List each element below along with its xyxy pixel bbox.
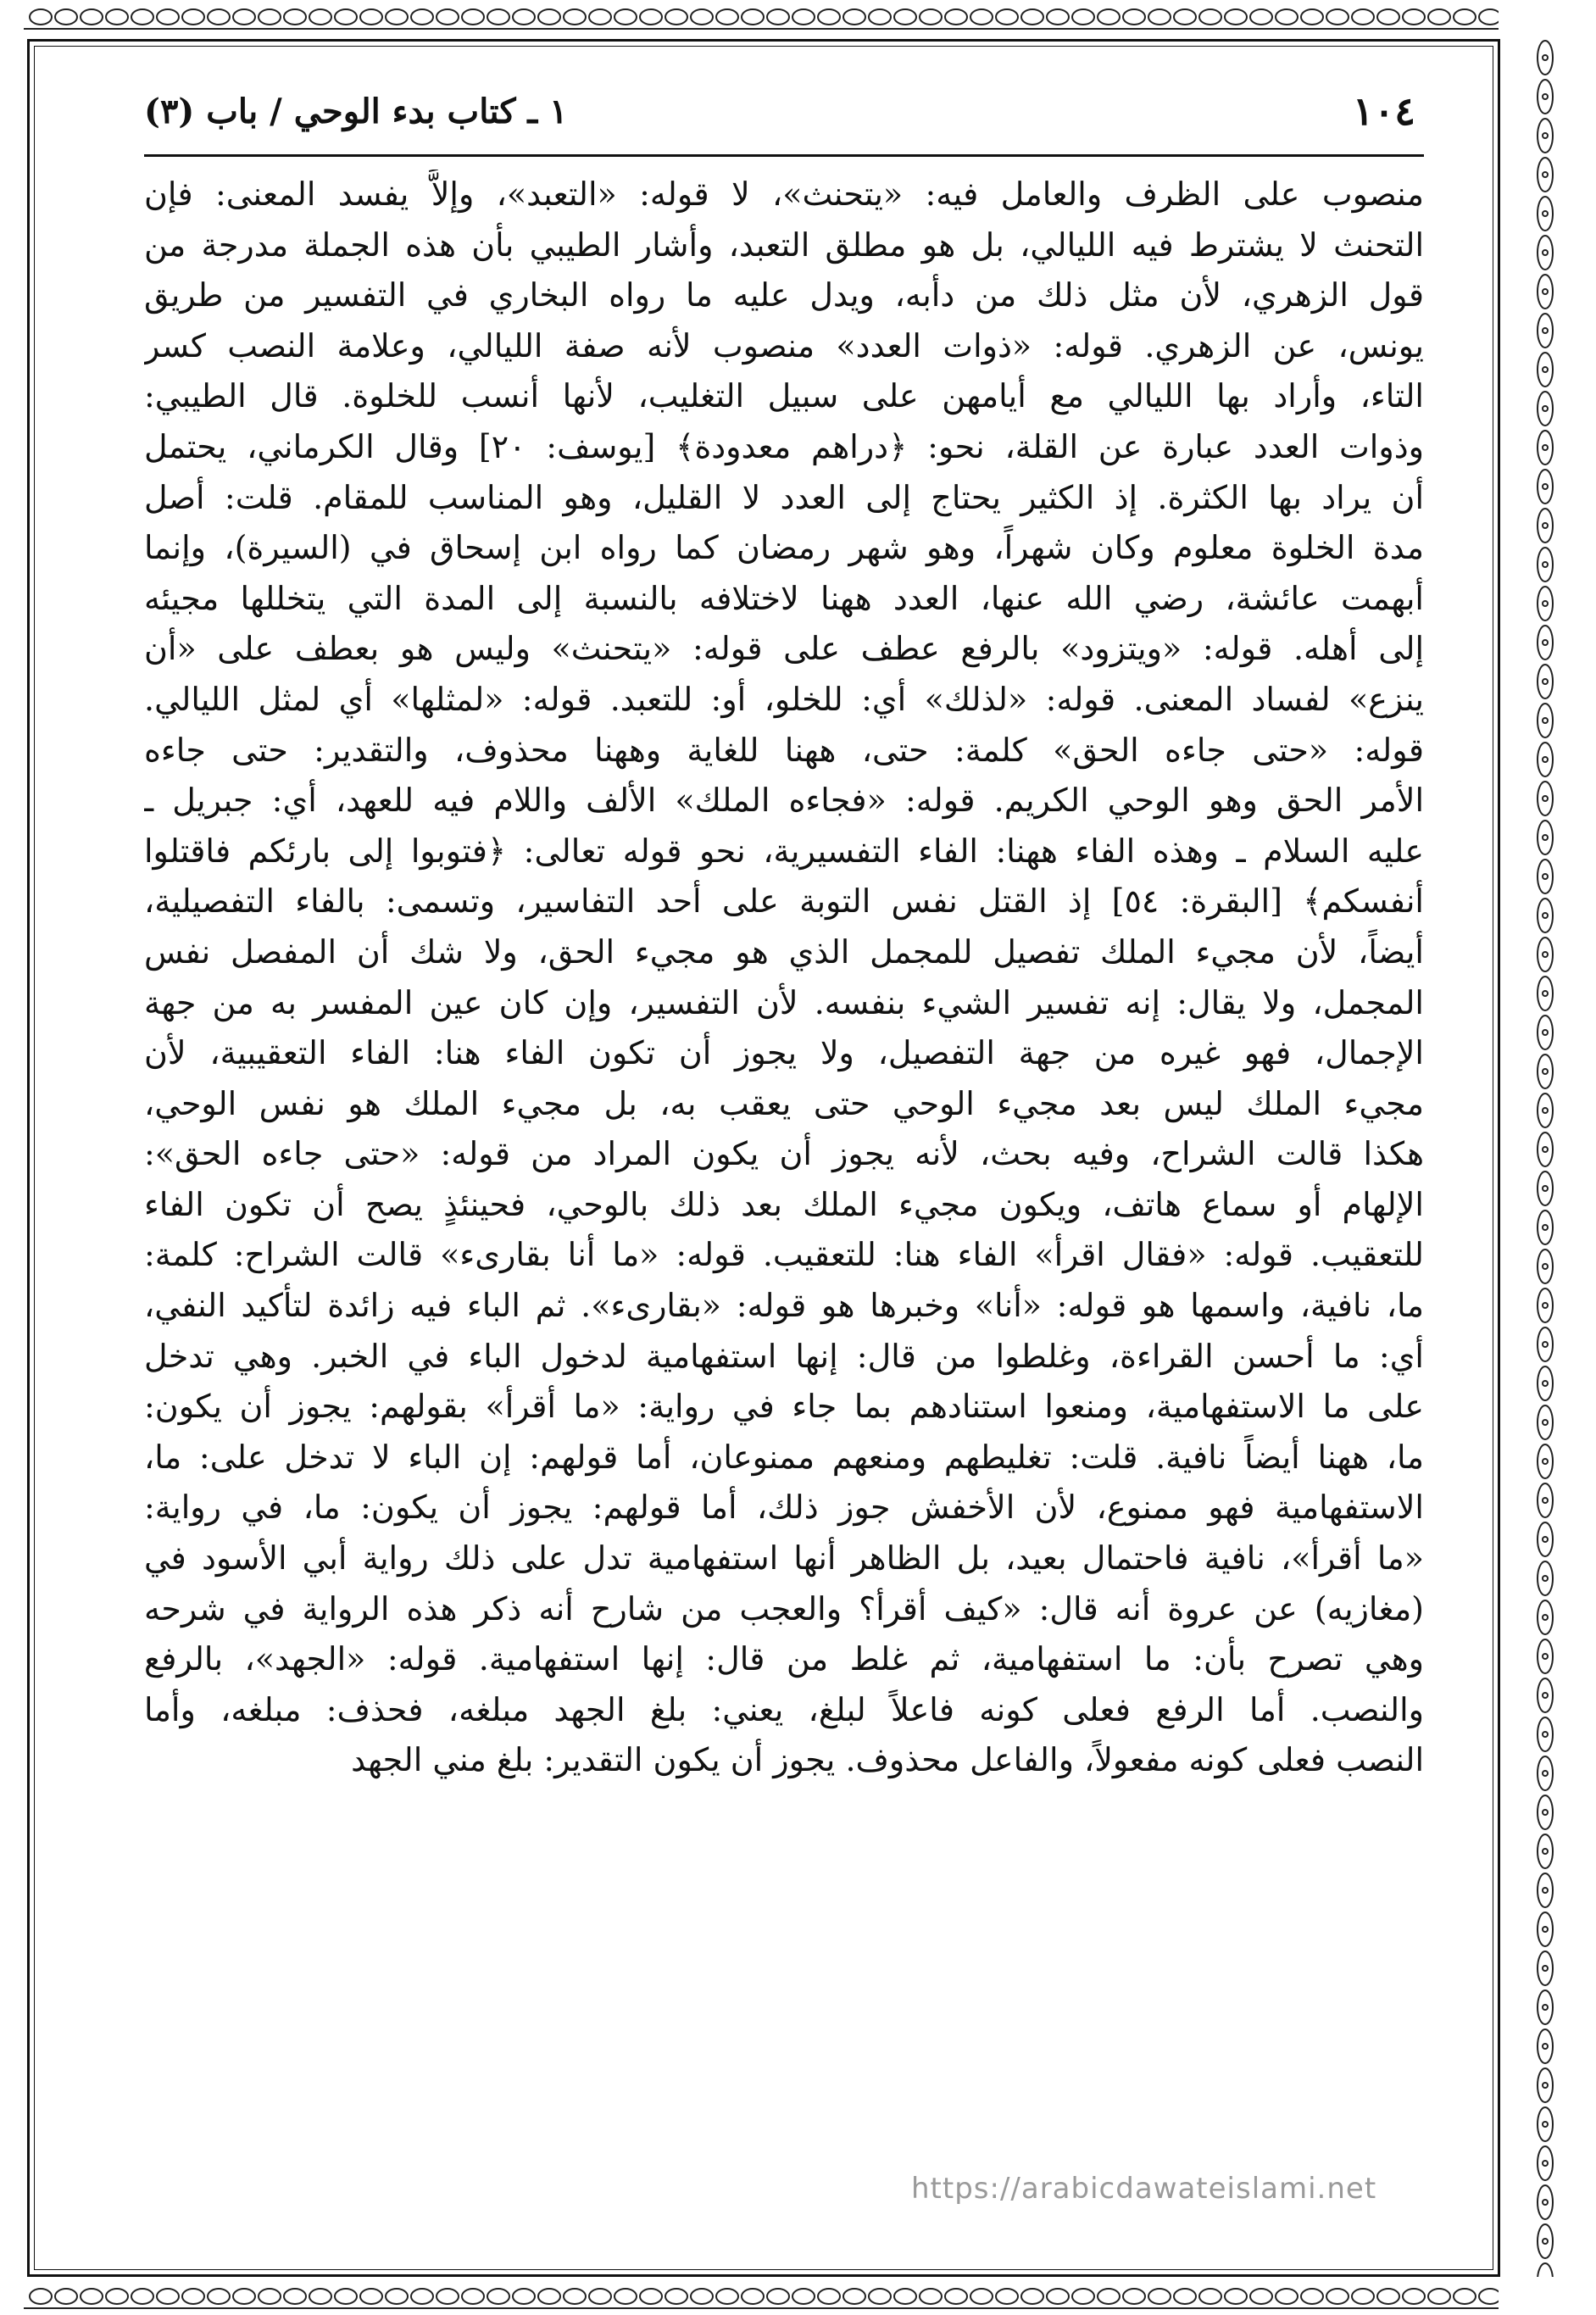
border-loop xyxy=(106,9,128,25)
border-loop xyxy=(462,2289,484,2304)
text-line: والنصب. أما الرفع فعلى كونه فاعلاً لبلغ، يعني: بلغ الجهد مبلغه، فحذف: مبلغه، وأما xyxy=(144,1690,1424,1728)
border-loop xyxy=(1276,9,1298,25)
border-dot xyxy=(1543,952,1548,957)
border-loop xyxy=(1403,2289,1425,2304)
border-loop xyxy=(691,9,713,25)
border-dot xyxy=(1543,835,1548,840)
border-loop xyxy=(1538,899,1553,932)
text-line: الإجمال، فهو غيره من جهة التفصيل، ولا يجوز أن تكون الفاء هنا: الفاء التعقيبية، لأن xyxy=(144,1034,1424,1072)
border-loop xyxy=(1148,9,1171,25)
border-loop xyxy=(1538,236,1553,270)
text-line: قول الزهري، لأن مثل ذلك من دأبه، ويدل عليه ما رواه البخاري في التفسير من طريق xyxy=(144,276,1424,314)
border-dot xyxy=(1543,1927,1548,1932)
border-dot xyxy=(1543,1810,1548,1815)
border-dot xyxy=(1543,523,1548,528)
border-loop xyxy=(462,9,484,25)
border-loop xyxy=(1148,2289,1171,2304)
border-dot xyxy=(1543,1498,1548,1503)
border-dot xyxy=(1543,2083,1548,2088)
border-loop xyxy=(792,2289,815,2304)
text-line: ما، ههنا أيضاً نافية. قلت: تغليطهم ومنعهم ممنوعان، أما قولهم: إن الباء لا تدخل على: ما، xyxy=(144,1438,1424,1476)
border-loop xyxy=(767,2289,789,2304)
text-line: على ما الاستفهامية، ومنعوا استنادهم بما جاء في رواية: «ما أقرأ» بقولهم: يجوز أن يكون: xyxy=(144,1388,1424,1426)
text-line: وذوات العدد عبارة عن القلة، نحو: ﴿دراهم معدودة﴾ [يوسف: ٢٠] وقال الكرماني، يحتمل xyxy=(144,427,1424,465)
border-loop xyxy=(1538,119,1553,153)
border-loop xyxy=(920,2289,942,2304)
border-loop xyxy=(1538,1210,1553,1244)
text-line: الأمر الحق وهو الوحي الكريم. قوله: «فجاءه الملك» الألف واللام فيه للعهد، أي: جبريل ـ xyxy=(144,782,1424,820)
border-loop xyxy=(665,9,687,25)
border-loop xyxy=(259,9,281,25)
border-loop xyxy=(920,9,942,25)
border-loop xyxy=(1301,2289,1323,2304)
border-loop xyxy=(1538,548,1553,582)
border-loop xyxy=(1538,353,1553,387)
page-header xyxy=(144,88,1415,147)
text-line: النصب فعلى كونه مفعولاً، والفاعل محذوف. يجوز أن يكون التقدير: بلغ مني الجهد xyxy=(351,1741,1424,1779)
border-dot xyxy=(1543,1537,1548,1542)
border-loop xyxy=(1538,1561,1553,1595)
border-dot xyxy=(1543,1186,1548,1191)
border-dot xyxy=(1543,133,1548,138)
border-loop xyxy=(1538,1016,1553,1049)
border-dot xyxy=(1543,796,1548,801)
border-loop xyxy=(1538,1912,1553,1946)
text-line: للتعقيب. قوله: «فقال اقرأ» الفاء هنا: للتعقيب. قوله: «ما أنا بقارىء» قالت الشراح: كلمة: xyxy=(144,1236,1424,1274)
border-loop xyxy=(1538,743,1553,776)
border-dot xyxy=(1543,1849,1548,1854)
border-loop xyxy=(1538,1094,1553,1127)
border-loop xyxy=(513,2289,535,2304)
border-dot xyxy=(1543,1576,1548,1581)
border-loop xyxy=(564,2289,586,2304)
border-dot xyxy=(1543,2200,1548,2205)
border-loop xyxy=(1538,977,1553,1010)
border-loop xyxy=(1538,860,1553,893)
border-loop xyxy=(1538,1834,1553,1868)
border-dot xyxy=(1543,718,1548,723)
border-loop xyxy=(1538,158,1553,192)
decorative-border-top xyxy=(24,0,1499,37)
border-loop xyxy=(1047,2289,1069,2304)
border-dot xyxy=(1543,1303,1548,1308)
border-loop xyxy=(589,9,611,25)
border-loop xyxy=(284,2289,306,2304)
border-loop xyxy=(894,9,916,25)
text-line: ينزع» لفساد المعنى. قوله: «لذلك» أي: للخلو، أو: للتعبد. قوله: «لمثلها» أي لمثل الليالي. xyxy=(144,680,1424,718)
border-loop xyxy=(437,9,459,25)
border-loop xyxy=(208,2289,230,2304)
border-dot xyxy=(1543,406,1548,411)
border-loop xyxy=(1479,9,1499,25)
border-loop xyxy=(818,2289,840,2304)
border-dot xyxy=(1543,328,1548,333)
border-loop xyxy=(1276,2289,1298,2304)
border-dot xyxy=(1543,1108,1548,1113)
border-loop xyxy=(55,2289,77,2304)
border-dot xyxy=(1543,1888,1548,1893)
border-loop xyxy=(792,9,815,25)
border-loop xyxy=(1538,1873,1553,1907)
page-number: ١٠٤ xyxy=(1352,88,1415,134)
watermark-url: https://arabicdawateislami.net xyxy=(911,2172,1377,2206)
border-dot xyxy=(1543,640,1548,645)
border-loop xyxy=(869,2289,891,2304)
border-loop xyxy=(1538,509,1553,543)
border-dot xyxy=(1543,289,1548,294)
border-loop xyxy=(716,9,738,25)
text-line: إلى أهله. قوله: «ويتزود» بالرفع عطف على قوله: «يتحنث» وليس هو بعطف على «أن xyxy=(144,630,1424,668)
border-loop xyxy=(1538,1522,1553,1556)
text-line: أن يراد بها الكثرة. إذ الكثير يحتاج إلى العدد لا القليل، وهو المناسب للمقام. قلت: أصل xyxy=(144,478,1424,516)
border-loop xyxy=(1538,1483,1553,1517)
border-loop xyxy=(1538,1366,1553,1400)
border-dot xyxy=(1543,1771,1548,1776)
text-line: قوله: «حتى جاءه الحق» كلمة: حتى، ههنا للغاية وههنا محذوف، والتقدير: حتى جاءه xyxy=(144,731,1424,769)
border-loop xyxy=(1538,2263,1553,2277)
border-loop xyxy=(284,9,306,25)
text-line: الإلهام أو سماع هاتف، ويكون مجيء الملك بعد ذلك بالوحي، فحينئذٍ يصح أن تكون الفاء xyxy=(144,1185,1424,1223)
border-loop xyxy=(131,9,153,25)
border-loop xyxy=(996,2289,1018,2304)
border-loop xyxy=(1538,1405,1553,1439)
border-loop xyxy=(767,9,789,25)
border-loop xyxy=(665,2289,687,2304)
border-loop xyxy=(1428,2289,1450,2304)
border-loop xyxy=(1538,2107,1553,2141)
border-dot xyxy=(1543,2239,1548,2244)
border-loop xyxy=(1454,9,1476,25)
border-dot xyxy=(1543,1069,1548,1074)
border-loop xyxy=(1538,587,1553,620)
border-loop xyxy=(1538,704,1553,737)
border-loop xyxy=(1123,2289,1145,2304)
border-loop xyxy=(182,9,204,25)
border-dot xyxy=(1543,1381,1548,1386)
border-loop xyxy=(30,9,52,25)
border-dot xyxy=(1543,1693,1548,1698)
border-loop xyxy=(487,9,509,25)
border-loop xyxy=(1538,665,1553,698)
border-loop xyxy=(1538,1249,1553,1283)
border-dot xyxy=(1543,2122,1548,2127)
border-loop xyxy=(1538,938,1553,971)
border-loop xyxy=(233,9,255,25)
border-dot xyxy=(1543,1420,1548,1425)
border-loop xyxy=(614,9,637,25)
border-loop xyxy=(157,9,179,25)
border-loop xyxy=(818,9,840,25)
text-line: عليه السلام ـ وهذه الفاء ههنا: الفاء التفسيرية، نحو قوله تعالى: ﴿فتوبوا إلى بارئكم فاقتلوا xyxy=(144,832,1424,870)
border-loop xyxy=(1538,1132,1553,1166)
border-loop xyxy=(894,2289,916,2304)
border-loop xyxy=(996,9,1018,25)
border-dot xyxy=(1543,1264,1548,1269)
text-line: أنفسكم﴾ [البقرة: ٥٤] إذ القتل نفس التوبة على أحد التفاسير، وتسمى: بالفاء التفصيلية، xyxy=(144,882,1424,921)
border-loop xyxy=(1538,431,1553,465)
border-loop xyxy=(1538,1990,1553,2024)
border-loop xyxy=(411,9,433,25)
border-loop xyxy=(1538,275,1553,309)
border-loop xyxy=(1352,9,1374,25)
text-line: هكذا قالت الشراح، وفيه بحث، لأنه يجوز أن يكون المراد من قوله: «حتى جاءه الحق»: xyxy=(144,1135,1424,1173)
border-loop xyxy=(411,2289,433,2304)
border-loop xyxy=(970,2289,993,2304)
border-loop xyxy=(538,2289,560,2304)
border-dot xyxy=(1543,757,1548,762)
text-line: منصوب على الظرف والعامل فيه: «يتحنث»، لا قوله: «التعبد»، وإلاَّ يفسد المعنى: فإن xyxy=(144,175,1424,213)
border-loop xyxy=(1538,1600,1553,1634)
border-loop xyxy=(1538,782,1553,815)
border-loop xyxy=(1538,1288,1553,1322)
border-loop xyxy=(513,9,535,25)
text-line: أبهمت عائشة، رضي الله عنها، العدد ههنا لاختلافه بالنسبة إلى المدة التي يتخللها مجيئه xyxy=(144,579,1424,617)
border-loop xyxy=(131,2289,153,2304)
border-loop xyxy=(1326,9,1349,25)
border-loop xyxy=(1538,1795,1553,1829)
border-loop xyxy=(742,9,764,25)
border-dot xyxy=(1543,1459,1548,1464)
border-loop xyxy=(1538,1639,1553,1673)
body-text xyxy=(144,170,1424,1786)
border-dot xyxy=(1543,913,1548,918)
border-loop xyxy=(970,9,993,25)
border-loop xyxy=(335,2289,357,2304)
border-loop xyxy=(182,2289,204,2304)
border-loop xyxy=(1377,2289,1399,2304)
border-dot xyxy=(1543,2005,1548,2010)
border-loop xyxy=(157,2289,179,2304)
border-loop xyxy=(1538,314,1553,348)
border-loop xyxy=(1098,9,1120,25)
border-loop xyxy=(259,2289,281,2304)
decorative-border-bottom xyxy=(24,2278,1499,2315)
border-loop xyxy=(843,2289,865,2304)
border-dot xyxy=(1543,211,1548,216)
border-loop xyxy=(1538,2146,1553,2180)
border-loop xyxy=(1047,9,1069,25)
border-loop xyxy=(1326,2289,1349,2304)
border-loop xyxy=(1538,2029,1553,2063)
border-dot xyxy=(1543,1732,1548,1737)
border-loop xyxy=(640,2289,662,2304)
text-line: مجيء الملك ليس بعد مجيء الوحي حتى يعقب به، بل مجيء الملك هو نفس الوحي، xyxy=(144,1084,1424,1122)
border-loop xyxy=(1538,626,1553,659)
border-dot xyxy=(1543,484,1548,489)
border-loop xyxy=(360,9,382,25)
border-dot xyxy=(1543,874,1548,879)
border-loop xyxy=(1250,9,1272,25)
border-loop xyxy=(1538,392,1553,426)
border-dot xyxy=(1543,1654,1548,1659)
border-dot xyxy=(1543,172,1548,177)
border-loop xyxy=(742,2289,764,2304)
text-line: ما، نافية، واسمها هو قوله: «أنا» وخبرها هو قوله: «بقارىء». ثم الباء فيه زائدة لتأكيد النفي، xyxy=(144,1287,1424,1325)
text-line: أيضاً، لأن مجيء الملك تفصيل للمجمل الذي هو مجيء الحق، ولا شك أن المفصل نفس xyxy=(144,932,1424,971)
border-loop xyxy=(1352,2289,1374,2304)
border-dot xyxy=(1543,1342,1548,1347)
text-line: (مغازيه) عن عروة أنه قال: «كيف أقرأ؟ والعجب من شارح أنه ذكر هذه الرواية في شرحه xyxy=(144,1589,1424,1628)
decorative-border-right xyxy=(1526,37,1564,2277)
header-rule xyxy=(144,154,1424,157)
border-loop xyxy=(1199,9,1221,25)
border-dot xyxy=(1543,94,1548,99)
text-line: المجمل، ولا يقال: إنه تفسير الشيء بنفسه. لأن التفسير، وإن كان عين المفسر به من جهة xyxy=(144,983,1424,1021)
running-title: ١ ـ كتاب بدء الوحي / باب (٣) xyxy=(144,92,568,131)
border-loop xyxy=(1538,1717,1553,1751)
border-dot xyxy=(1543,2161,1548,2166)
border-loop xyxy=(1301,9,1323,25)
text-line: أي: ما أحسن القراءة، وغلطوا من قال: إنها استفهامية لدخول الباء في الخبر. وهي تدخل xyxy=(144,1337,1424,1375)
border-loop xyxy=(360,2289,382,2304)
border-loop xyxy=(1072,9,1094,25)
border-loop xyxy=(55,9,77,25)
border-loop xyxy=(335,9,357,25)
text-line: مدة الخلوة معلوم وكان شهراً، وهو شهر رمضان كما رواه ابن إسحاق في (السيرة)، وإنما xyxy=(144,529,1424,567)
border-dot xyxy=(1543,445,1548,450)
border-loop xyxy=(1174,9,1196,25)
border-loop xyxy=(869,9,891,25)
border-loop xyxy=(1174,2289,1196,2304)
border-loop xyxy=(309,9,331,25)
border-loop xyxy=(614,2289,637,2304)
border-loop xyxy=(1538,1756,1553,1790)
border-dot xyxy=(1543,250,1548,255)
border-loop xyxy=(1377,9,1399,25)
border-loop xyxy=(945,9,967,25)
border-loop xyxy=(437,2289,459,2304)
border-loop xyxy=(716,2289,738,2304)
border-loop xyxy=(564,9,586,25)
border-loop xyxy=(1538,197,1553,231)
border-dot xyxy=(1543,1147,1548,1152)
border-loop xyxy=(945,2289,967,2304)
border-loop xyxy=(1538,41,1553,75)
border-dot xyxy=(1543,2044,1548,2049)
border-loop xyxy=(81,2289,103,2304)
border-loop xyxy=(843,9,865,25)
border-loop xyxy=(106,2289,128,2304)
border-loop xyxy=(233,2289,255,2304)
border-loop xyxy=(1538,1678,1553,1712)
border-loop xyxy=(1538,80,1553,114)
border-loop xyxy=(1098,2289,1120,2304)
border-loop xyxy=(1538,1951,1553,1985)
border-loop xyxy=(81,9,103,25)
border-loop xyxy=(1454,2289,1476,2304)
border-loop xyxy=(1403,9,1425,25)
border-loop xyxy=(1072,2289,1094,2304)
border-loop xyxy=(538,9,560,25)
border-loop xyxy=(487,2289,509,2304)
text-line: التاء، وأراد بها الليالي مع أيامهن على سبيل التغليب، لأنها أنسب للخلوة. قال الطيبي: xyxy=(144,377,1424,415)
border-loop xyxy=(1538,470,1553,504)
border-dot xyxy=(1543,1966,1548,1971)
border-dot xyxy=(1543,1030,1548,1035)
border-loop xyxy=(640,9,662,25)
border-loop xyxy=(1538,1327,1553,1361)
border-loop xyxy=(1538,2185,1553,2219)
border-dot xyxy=(1543,562,1548,567)
border-loop xyxy=(208,9,230,25)
border-loop xyxy=(309,2289,331,2304)
border-dot xyxy=(1543,1615,1548,1620)
border-loop xyxy=(386,2289,408,2304)
border-loop xyxy=(1250,2289,1272,2304)
border-dot xyxy=(1543,55,1548,60)
border-loop xyxy=(589,2289,611,2304)
border-dot xyxy=(1543,1225,1548,1230)
text-line: «ما أقرأ»، نافية فاحتمال بعيد، بل الظاهر أنها استفهامية تدل على ذلك رواية أبي الأسود في xyxy=(144,1539,1424,1578)
border-dot xyxy=(1543,601,1548,606)
border-dot xyxy=(1543,991,1548,996)
text-line: يونس، عن الزهري. قوله: «ذوات العدد» منصوب لأنه صفة الليالي، وعلامة النصب كسر xyxy=(144,326,1424,365)
border-loop xyxy=(1538,1055,1553,1088)
border-loop xyxy=(1479,2289,1499,2304)
text-line: التحنث لا يشترط فيه الليالي، بل هو مطلق التعبد، وأشار الطيبي بأن هذه الجملة مدرجة من xyxy=(144,225,1424,264)
border-loop xyxy=(1021,2289,1043,2304)
border-loop xyxy=(1199,2289,1221,2304)
text-line: الاستفهامية فهو ممنوع، لأن الأخفش جوز ذلك، أما قولهم: يجوز أن يكون: ما، في رواية: xyxy=(144,1489,1424,1527)
border-loop xyxy=(1538,2068,1553,2102)
border-loop xyxy=(386,9,408,25)
text-line: وهي تصرح بأن: ما استفهامية، ثم غلط من قال: إنها استفهامية. قوله: «الجهد»، بالرفع xyxy=(144,1640,1424,1678)
border-loop xyxy=(1123,9,1145,25)
border-dot xyxy=(1543,367,1548,372)
border-dot xyxy=(1543,679,1548,684)
border-loop xyxy=(1538,821,1553,854)
border-loop xyxy=(1538,1171,1553,1205)
border-loop xyxy=(1225,9,1247,25)
border-loop xyxy=(1021,9,1043,25)
border-loop xyxy=(691,2289,713,2304)
border-loop xyxy=(30,2289,52,2304)
border-loop xyxy=(1538,2224,1553,2258)
border-loop xyxy=(1225,2289,1247,2304)
border-loop xyxy=(1428,9,1450,25)
border-loop xyxy=(1538,1444,1553,1478)
